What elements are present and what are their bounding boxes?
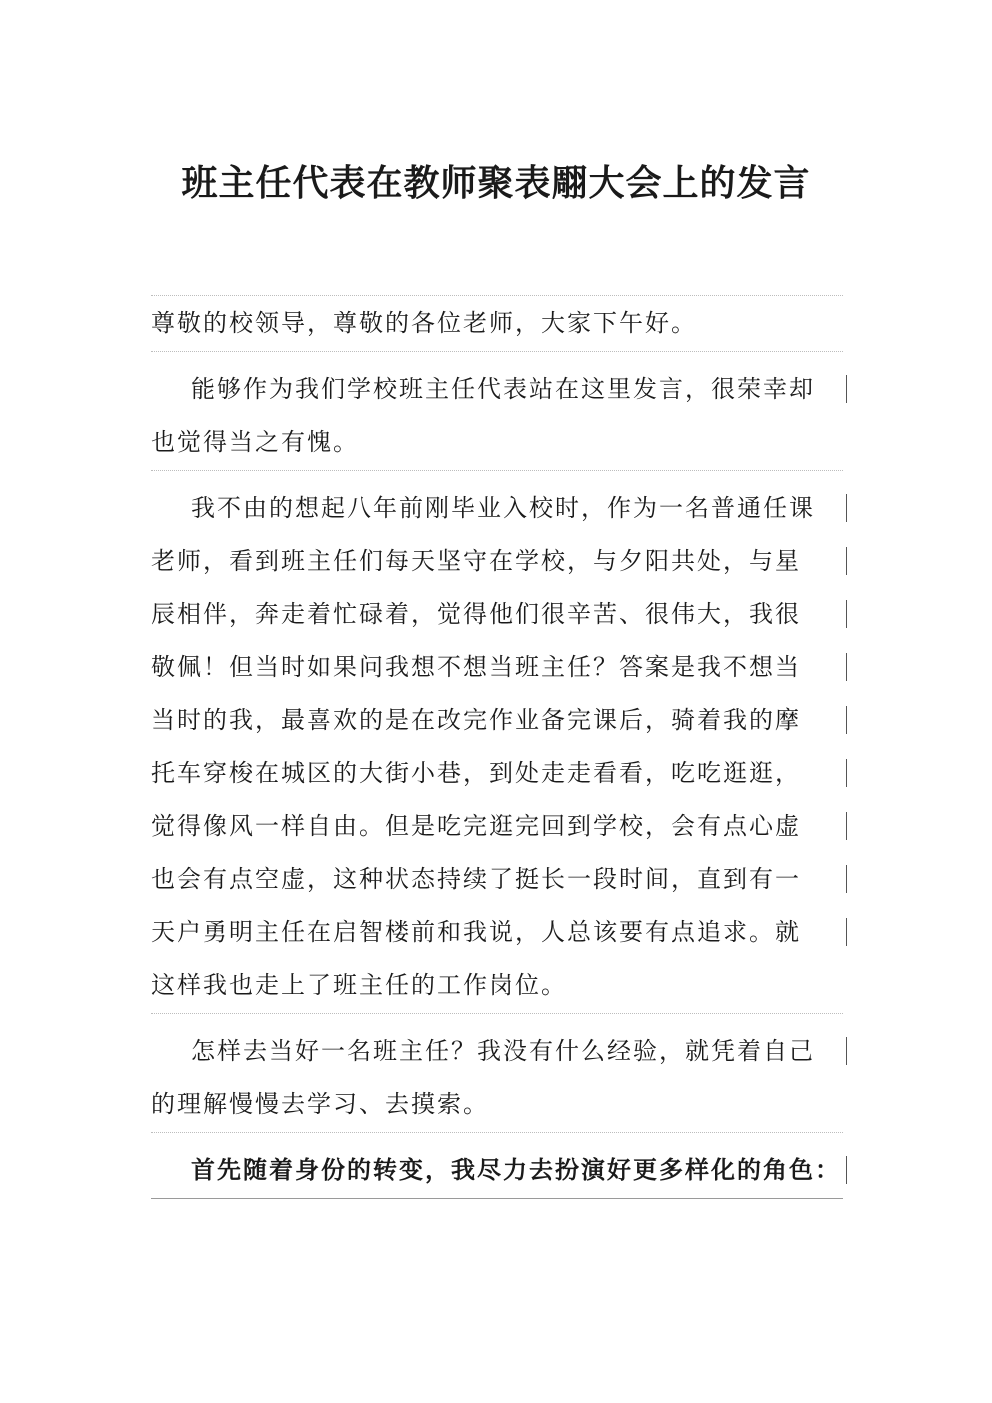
- paragraph-line: 首先随着身份的转变，我尽力去扮演好更多样化的角色：: [151, 1144, 843, 1197]
- line-end-marker: [846, 865, 847, 893]
- document-body: [151, 295, 843, 1199]
- paragraph-line: 尊敬的校领导，尊敬的各位老师，大家下午好。: [151, 309, 697, 337]
- line-end-marker: [846, 918, 847, 946]
- paragraph-line: 敬佩！但当时如果问我想不想当班主任？答案是我不想当: [151, 641, 843, 694]
- document-title: 班主任代表在教师聚表翢大会上的发言: [181, 163, 811, 204]
- line-end-marker: [846, 375, 847, 403]
- paragraph-line: 怎样去当好一名班主任？我没有什么经验，就凭着自己: [151, 1025, 843, 1078]
- paragraph-greeting: [151, 296, 843, 351]
- paragraph-line: 能够作为我们学校班主任代表站在这里发言，很荣幸却: [151, 363, 843, 416]
- paragraph-line: 当时的我，最喜欢的是在改完作业备完课后，骑着我的摩: [151, 694, 843, 747]
- line-end-marker: [846, 653, 847, 681]
- paragraph-line: 老师，看到班主任们每天坚守在学校，与夕阳共处，与星: [151, 535, 843, 588]
- paragraph-story: [151, 481, 843, 1013]
- line-end-marker: [846, 1037, 847, 1065]
- line-end-marker: [846, 494, 847, 522]
- paragraph-intro: [151, 362, 843, 470]
- paragraph-line: 辰相伴，奔走着忙碌着，觉得他们很辛苦、很伟大，我很: [151, 588, 843, 641]
- paragraph-line: 托车穿梭在城区的大街小巷，到处走走看看，吃吃逛逛，: [151, 747, 843, 800]
- paragraph-line: 的理解慢慢去学习、去摸索。: [151, 1090, 489, 1118]
- paragraph-line: 天户勇明主任在启智楼前和我说，人总该要有点追求。就: [151, 906, 843, 959]
- paragraph-separator: [151, 1198, 843, 1199]
- paragraph-line: 这样我也走上了班主任的工作岗位。: [151, 971, 567, 999]
- paragraph-approach: [151, 1024, 843, 1132]
- line-end-marker: [846, 600, 847, 628]
- paragraph-line: 也觉得当之有愧。: [151, 428, 359, 456]
- line-end-marker: [846, 706, 847, 734]
- line-end-marker: [846, 547, 847, 575]
- paragraph-heading-roles: [151, 1143, 843, 1198]
- line-end-marker: [846, 1156, 847, 1184]
- line-end-marker: [846, 759, 847, 787]
- paragraph-line: 也会有点空虚，这种状态持续了挺长一段时间，直到有一: [151, 853, 843, 906]
- paragraph-line: 我不由的想起八年前刚毕业入校时，作为一名普通任课: [151, 482, 843, 535]
- paragraph-line: 觉得像风一样自由。但是吃完逛完回到学校，会有点心虚: [151, 800, 843, 853]
- line-end-marker: [846, 812, 847, 840]
